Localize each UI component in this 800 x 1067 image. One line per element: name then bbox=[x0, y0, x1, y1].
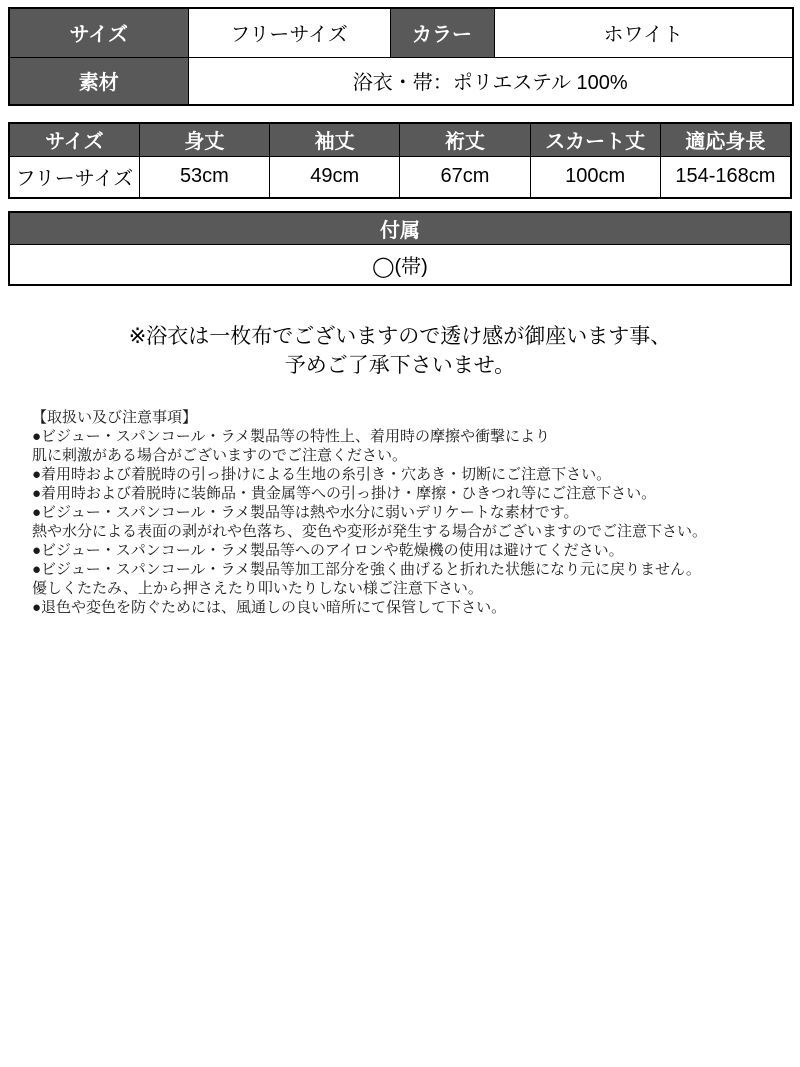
precautions-line: ●ビジュー・スパンコール・ラメ製品等加工部分を強く曲げると折れた状態になり元に戻りません。 bbox=[32, 561, 701, 578]
measurements-body-length-value: 53cm bbox=[139, 156, 269, 198]
spec-color-label: カラー bbox=[390, 8, 494, 57]
sheer-fabric-notice bbox=[0, 322, 800, 380]
measurements-skirt-length-value: 100cm bbox=[530, 156, 660, 198]
precautions-line: ●着用時および着脱時に装飾品・貴金属等への引っ掛け・摩擦・ひきつれ等にご注意下さい。 bbox=[32, 485, 657, 502]
measurements-sleeve-length-value: 49cm bbox=[270, 156, 400, 198]
handling-precautions bbox=[32, 408, 782, 617]
spec-material-value: 浴衣・帯：ポリエステル 100% bbox=[188, 57, 793, 105]
precautions-line: ●退色や変色を防ぐためには、風通しの良い暗所にて保管して下さい。 bbox=[32, 599, 507, 616]
precautions-title: 【取扱い及び注意事項】 bbox=[32, 409, 198, 426]
sheer-fabric-notice-line2: 予めご了承下さいませ。 bbox=[284, 354, 516, 377]
measurements-header-size: サイズ bbox=[9, 123, 139, 156]
precautions-line: ●着用時および着脱時の引っ掛けによる生地の糸引き・穴あき・切断にご注意下さい。 bbox=[32, 466, 612, 483]
measurements-table bbox=[8, 122, 792, 199]
accessories-value: ◯(帯) bbox=[9, 244, 791, 285]
spec-material-label: 素材 bbox=[9, 57, 188, 105]
spec-size-label: サイズ bbox=[9, 8, 188, 57]
measurements-header-skirt-length: スカート丈 bbox=[530, 123, 660, 156]
precautions-line: 優しくたたみ、上から押さえたり叩いたりしない様ご注意下さい。 bbox=[32, 580, 483, 597]
measurements-header-sleeve-length: 袖丈 bbox=[270, 123, 400, 156]
precautions-line: 肌に刺激がある場合がございますのでご注意ください。 bbox=[32, 447, 408, 464]
precautions-line: ●ビジュー・スパンコール・ラメ製品等の特性上、着用時の摩擦や衝撃により bbox=[32, 428, 551, 445]
measurements-yuki-length-value: 67cm bbox=[400, 156, 530, 198]
measurements-header-height-range: 適応身長 bbox=[660, 123, 791, 156]
spec-color-value: ホワイト bbox=[494, 8, 793, 57]
sheer-fabric-notice-line1: ※浴衣は一枚布でございますので透け感が御座います事、 bbox=[128, 325, 672, 348]
measurements-size-value: フリーサイズ bbox=[9, 156, 139, 198]
measurements-header-yuki-length: 裄丈 bbox=[400, 123, 530, 156]
accessories-table bbox=[8, 211, 792, 286]
measurements-height-range-value: 154-168cm bbox=[660, 156, 791, 198]
spec-size-value: フリーサイズ bbox=[188, 8, 390, 57]
accessories-header: 付属 bbox=[9, 212, 791, 244]
measurements-header-body-length: 身丈 bbox=[139, 123, 269, 156]
precautions-line: ●ビジュー・スパンコール・ラメ製品等は熱や水分に弱いデリケートな素材です。 bbox=[32, 504, 579, 521]
spec-table bbox=[8, 7, 794, 106]
precautions-line: 熱や水分による表面の剥がれや色落ち、変色や変形が発生する場合がございますのでご注意下さい。 bbox=[32, 523, 708, 540]
precautions-line: ●ビジュー・スパンコール・ラメ製品等へのアイロンや乾燥機の使用は避けてください。 bbox=[32, 542, 624, 559]
table-row bbox=[9, 156, 791, 198]
